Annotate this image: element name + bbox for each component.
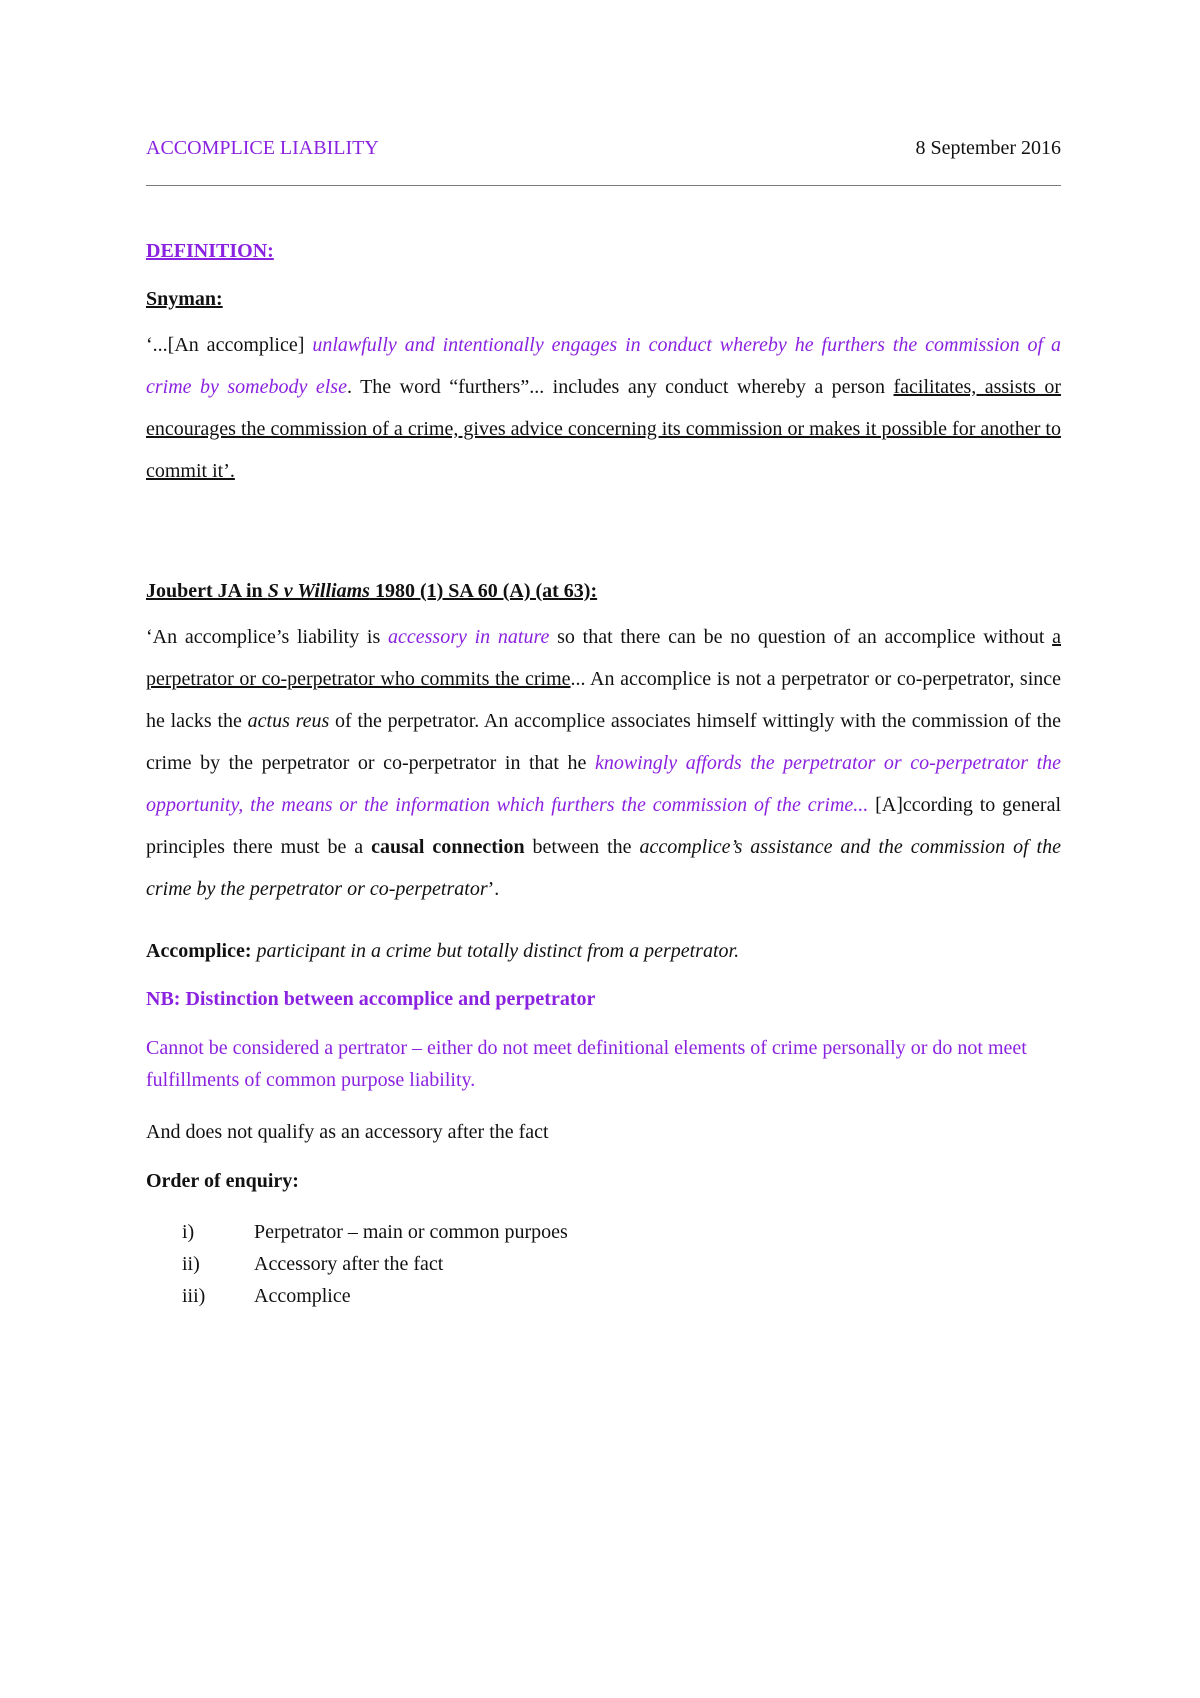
joubert-quote-assistance: accomplice’s assistance and the commission of the crime by the perpetrator or co-perpetrator: [146, 836, 1061, 900]
joubert-quote-part-1: ‘An accomplice’s liability is: [146, 626, 389, 648]
joubert-quote-part-5: [A]ccording to general principles there must be a: [146, 794, 1062, 858]
joubert-heading-case: S v Williams: [267, 580, 370, 602]
nb-heading: NB: Distinction between accomplice and perpetrator: [146, 988, 596, 1010]
joubert-quote-knowingly: knowingly affords the perpetrator or co-perpetrator the opportunity, the means or the information which furthers the commission of the crime...: [146, 752, 1061, 816]
joubert-quote-part-3: ... An accomplice is not a perpetrator or co-perpetrator, since he lacks the: [146, 668, 1062, 732]
nb-text: Cannot be considered a pertrator – either do not meet definitional elements of crime personally or do not meet fulfillments of common purpose liability.: [146, 1037, 1027, 1091]
joubert-quote-part-2: so that there can be no question of an accomplice without: [549, 626, 1053, 648]
list-item-number: ii): [182, 1253, 200, 1275]
joubert-heading-post: 1980 (1) SA 60 (A) (at 63):: [369, 580, 598, 602]
joubert-quote-causal: causal connection: [371, 836, 525, 858]
list-item-text: Accomplice: [254, 1285, 351, 1307]
joubert-heading-pre: Joubert JA in: [146, 580, 268, 602]
accomplice-label: Accomplice:: [146, 940, 252, 962]
list-item: [146, 1248, 1061, 1280]
snyman-quote-emphasis: unlawfully and intentionally engages in conduct whereby he furthers the commission of a crime by somebody else: [146, 334, 1061, 398]
snyman-quote-mid: . The word “furthers”... includes any conduct whereby a person: [346, 376, 894, 398]
list-item-text: Perpetrator – main or common purpoes: [254, 1221, 568, 1243]
joubert-quote-accessory: accessory in nature: [388, 626, 550, 648]
list-item: [146, 1216, 1061, 1248]
joubert-quote-part-6: between the: [524, 836, 640, 858]
definition-heading: DEFINITION:: [146, 240, 274, 262]
joubert-quote-actus-reus: actus reus: [247, 710, 330, 732]
snyman-quote-underlined: facilitates, assists or encourages the commission of a crime, gives advice concerning its commission or makes it possible for another to commit it’.: [146, 376, 1061, 482]
joubert-heading: [146, 578, 1061, 604]
accomplice-definition: [146, 938, 1061, 964]
document-header: [146, 136, 1061, 160]
joubert-quote-part-7: ’.: [487, 878, 500, 900]
order-heading: Order of enquiry:: [146, 1170, 299, 1192]
order-list: [146, 1216, 1061, 1312]
list-item: [146, 1280, 1061, 1312]
accessory-note: And does not qualify as an accessory after the fact: [146, 1121, 549, 1143]
document-title: ACCOMPLICE LIABILITY: [146, 137, 379, 159]
accomplice-text: participant in a crime but totally distinct from a perpetrator.: [251, 940, 740, 962]
snyman-quote: [146, 324, 1061, 492]
document-content: [146, 136, 1061, 1312]
joubert-quote: [146, 616, 1061, 910]
list-item-text: Accessory after the fact: [254, 1253, 444, 1275]
joubert-quote-perpetrator: a perpetrator or co-perpetrator who commits the crime: [146, 626, 1061, 690]
snyman-quote-open: ‘...[An accomplice]: [146, 334, 313, 356]
joubert-quote-part-4: of the perpetrator. An accomplice associates himself wittingly with the commission of the crime by the perpetrator or co-perpetrator in that he: [146, 710, 1062, 774]
list-item-number: iii): [182, 1285, 206, 1307]
list-item-number: i): [182, 1221, 195, 1243]
document-date: 8 September 2016: [915, 137, 1061, 159]
header-divider: [146, 185, 1061, 186]
snyman-heading: Snyman:: [146, 288, 223, 310]
